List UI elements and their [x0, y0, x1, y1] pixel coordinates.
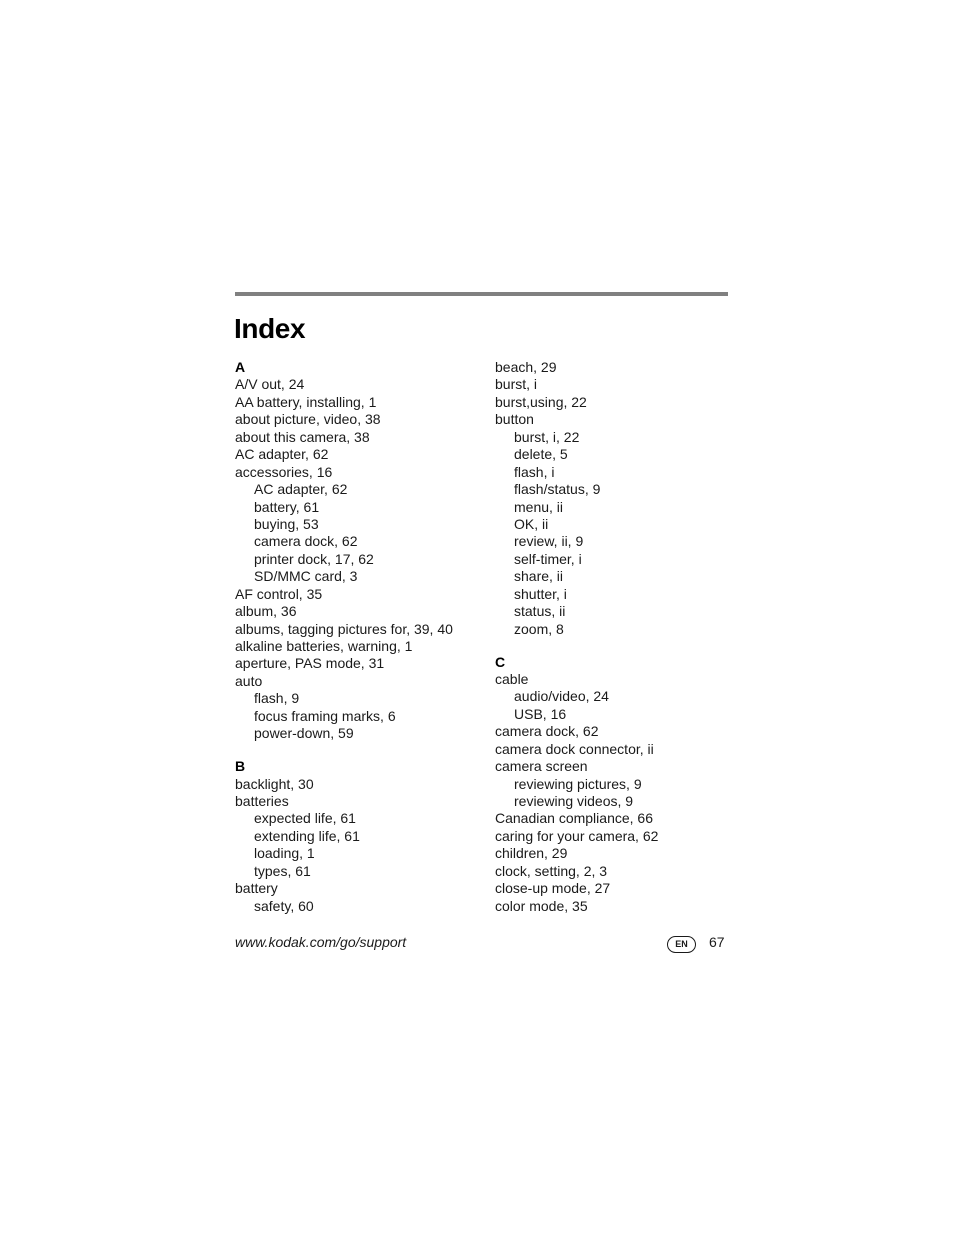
- index-subentry: review, ii, 9: [514, 533, 584, 550]
- index-entry: aperture, PAS mode, 31: [235, 655, 385, 672]
- index-subentry: extending life, 61: [254, 827, 360, 844]
- index-entry: beach, 29: [495, 359, 557, 375]
- index-letter-heading: B: [235, 758, 246, 775]
- index-entry: clock, setting, 2, 3: [495, 862, 608, 879]
- language-badge: EN: [667, 936, 696, 953]
- index-column-left: [235, 359, 485, 915]
- index-entry: alkaline batteries, warning, 1: [235, 638, 413, 654]
- index-entry: cable: [495, 670, 529, 687]
- index-subentry: delete, 5: [514, 446, 568, 463]
- index-subentry: flash, i: [514, 463, 555, 480]
- index-subentry: menu, ii: [514, 498, 564, 515]
- index-subentry: power-down, 59: [254, 725, 354, 742]
- index-entry: camera dock, 62: [495, 723, 599, 740]
- index-subentry: printer dock, 17, 62: [254, 550, 374, 567]
- index-subentry: self-timer, i: [514, 550, 582, 567]
- page-title: Index: [234, 313, 306, 344]
- index-subentry: camera dock, 62: [254, 533, 358, 550]
- index-entry: accessories, 16: [235, 463, 333, 480]
- index-entry: burst,using, 22: [495, 393, 587, 410]
- index-subentry: buying, 53: [254, 515, 319, 532]
- index-entry: about this camera, 38: [235, 428, 370, 445]
- index-entry: AA battery, installing, 1: [235, 393, 377, 410]
- index-entry: Canadian compliance, 66: [495, 810, 653, 827]
- index-subentry: shutter, i: [514, 585, 567, 602]
- index-subentry: focus framing marks, 6: [254, 707, 396, 724]
- index-subentry: flash/status, 9: [514, 481, 601, 498]
- index-subentry: zoom, 8: [514, 620, 564, 637]
- index-subentry: battery, 61: [254, 498, 320, 515]
- index-entry: camera screen: [495, 758, 588, 775]
- index-entry: button: [495, 411, 534, 428]
- index-subentry: USB, 16: [514, 705, 567, 722]
- footer-support-link[interactable]: www.kodak.com/go/support: [235, 934, 407, 950]
- index-entry: color mode, 35: [495, 897, 588, 914]
- index-entry: auto: [235, 672, 263, 689]
- page-number: 67: [709, 934, 725, 950]
- title-rule: [235, 292, 728, 296]
- index-subentry: loading, 1: [254, 845, 315, 862]
- index-entry: camera dock connector, ii: [495, 740, 654, 757]
- index-subentry: AC adapter, 62: [254, 481, 348, 498]
- index-subentry: OK, ii: [514, 515, 549, 532]
- index-subentry: status, ii: [514, 603, 566, 620]
- index-entry: about picture, video, 38: [235, 411, 381, 428]
- index-subentry: safety, 60: [254, 897, 314, 914]
- index-entry: children, 29: [495, 845, 568, 862]
- index-entry: albums, tagging pictures for, 39, 40: [235, 620, 453, 637]
- index-entry: album, 36: [235, 603, 297, 620]
- index-entry: AF control, 35: [235, 585, 323, 602]
- index-entry: backlight, 30: [235, 775, 314, 792]
- index-subentry: reviewing videos, 9: [514, 793, 634, 809]
- index-letter-heading: A: [235, 359, 246, 375]
- index-entry: AC adapter, 62: [235, 446, 329, 463]
- index-subentry: SD/MMC card, 3: [254, 568, 358, 585]
- index-letter-heading: C: [495, 653, 506, 670]
- index-subentry: types, 61: [254, 862, 311, 879]
- index-entry: A/V out, 24: [235, 376, 305, 393]
- index-subentry: share, ii: [514, 568, 564, 585]
- index-entry: battery: [235, 880, 278, 897]
- index-subentry: flash, 9: [254, 690, 300, 707]
- index-subentry: audio/video, 24: [514, 688, 609, 705]
- index-subentry: burst, i, 22: [514, 428, 580, 445]
- index-subentry: reviewing pictures, 9: [514, 775, 642, 792]
- index-entry: batteries: [235, 793, 289, 809]
- index-entry: burst, i: [495, 376, 538, 393]
- index-column-right: [495, 359, 745, 915]
- index-entry: close-up mode, 27: [495, 880, 611, 897]
- index-subentry: expected life, 61: [254, 810, 356, 827]
- index-entry: caring for your camera, 62: [495, 827, 659, 844]
